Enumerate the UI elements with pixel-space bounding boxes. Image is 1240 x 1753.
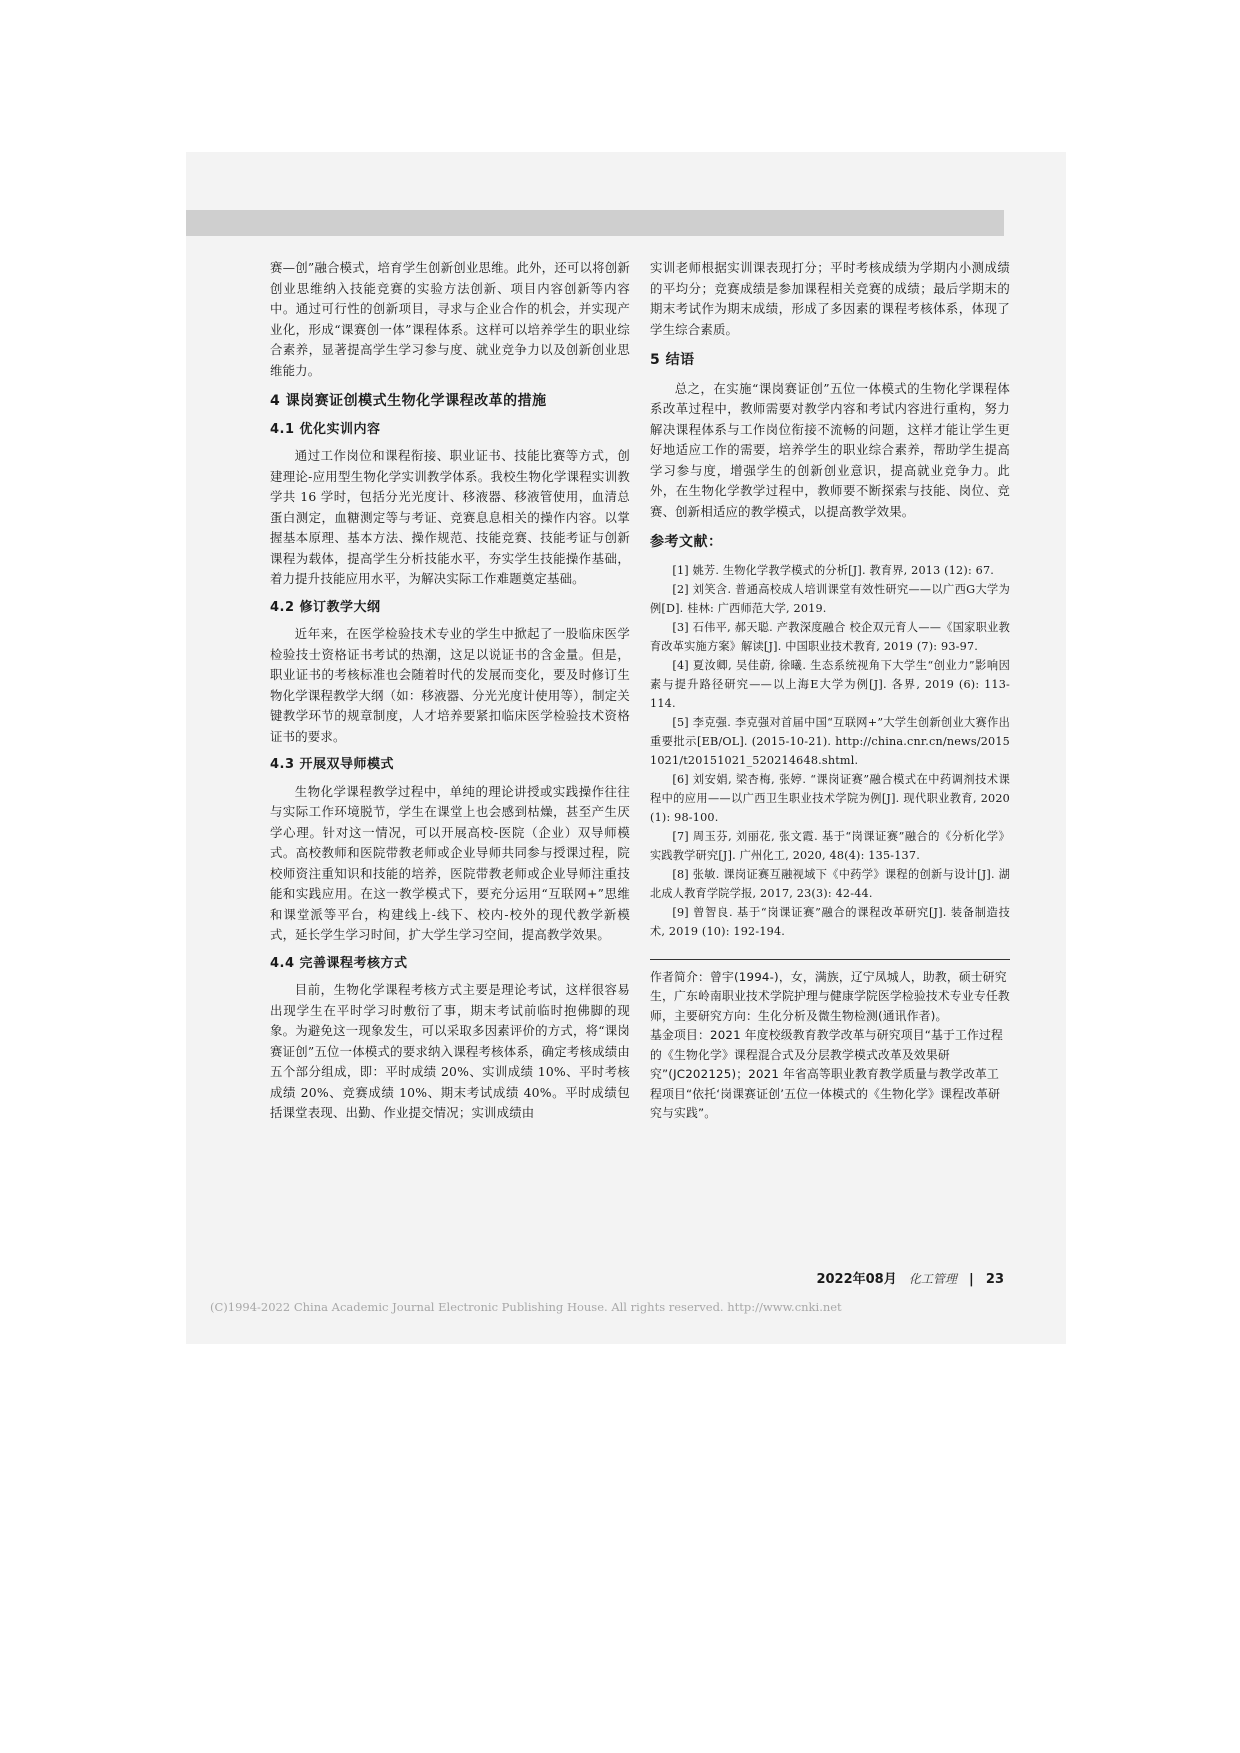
section-4-heading: 4 课岗赛证创模式生物化学课程改革的措施: [270, 393, 547, 409]
reference-item: [9] 曾智良. 基于“岗课证赛”融合的课程改革研究[J]. 装备制造技术, 2019 (10): 192-194.: [650, 905, 1010, 938]
intro-paragraph: 赛—创”融合模式，培育学生创新创业思维。此外，还可以将创新创业思维纳入技能竞赛的实验方法创新、项目内容创新等内容中。通过可行性的创新项目，寻求与企业合作的机会，并实现产业化，形成“课赛创一体”课程体系。这样可以培养学生的职业综合素养，显著提高学生学习参与度、就业竞争力以及创新创业思维能力。: [270, 260, 630, 378]
reference-item: [4] 夏汝卿, 吴佳蔚, 徐曦. 生态系统视角下大学生“创业力”影响因素与提升路径研究——以上海E大学为例[J]. 各界, 2019 (6): 113-114.: [650, 658, 1010, 710]
continued-paragraph: 实训老师根据实训课表现打分；平时考核成绩为学期内小测成绩的平均分；竞赛成绩是参加课程相关竞赛的成绩；最后学期末的期末考试作为期末成绩，形成了多因素的课程考核体系，体现了学生综合素质。: [650, 260, 1010, 337]
references-list: [650, 561, 1010, 941]
page-number: 23: [985, 1272, 1004, 1287]
references-heading: 参考文献：: [650, 534, 723, 550]
reference-item: [6] 刘安娟, 梁杏梅, 张婷. “课岗证赛”融合模式在中药调剂技术课程中的应用——以广西卫生职业技术学院为例[J]. 现代职业教育, 2020 (1): 98-100.: [650, 772, 1010, 824]
section-4-4-heading: 4.4 完善课程考核方式: [270, 955, 408, 971]
copyright-notice: (C)1994-2022 China Academic Journal Electronic Publishing House. All rights reserved. http://www.cnki.net: [210, 1300, 842, 1314]
section-4-1-heading: 4.1 优化实训内容: [270, 421, 381, 437]
reference-item: [7] 周玉芬, 刘丽花, 张文霞. 基于“岗课证赛”融合的《分析化学》实践教学研究[J]. 广州化工, 2020, 48(4): 135-137.: [650, 829, 1010, 862]
conclusion-text: 总之，在实施“课岗赛证创”五位一体模式的生物化学课程体系改革过程中，教师需要对教学内容和考试内容进行重构，努力解决课程体系与工作岗位衔接不流畅的问题，这样才能让学生更好地适应工作的需要，培养学生的职业综合素养，帮助学生提高学习参与度，增强学生的创新创业意识，提高就业竞争力。此外，在生物化学教学过程中，教师要不断探索与技能、岗位、竞赛、创新相适应的教学模式，以提高教学效果。: [650, 380, 1010, 519]
reference-item: [3] 石伟平, 郝天聪. 产教深度融合 校企双元育人——《国家职业教育改革实施方案》解读[J]. 中国职业技术教育, 2019 (7): 93-97.: [650, 620, 1010, 653]
reference-item: [1] 姚芳. 生物化学教学模式的分析[J]. 教育界, 2013 (12): 67.: [672, 563, 995, 577]
section-4-1-text: 通过工作岗位和课程衔接、职业证书、技能比赛等方式，创建理论-应用型生物化学实训教学体系。我校生物化学课程实训教学共 16 学时，包括分光光度计、移液器、移液管使用，血清总蛋白测定，血糖测定等与考证、竞赛息息相关的操作内容。以掌握基本原理、基本方法、操作规范、技能竞赛、技能考证与创新课程为载体，提高学生分析技能水平，夯实学生技能操作基础，着力提升技能应用水平，为解决实际工作难题奠定基础。: [270, 448, 630, 586]
section-4-3-text: 生物化学课程教学过程中，单纯的理论讲授或实践操作往往与实际工作环境脱节，学生在课堂上也会感到枯燥，甚至产生厌学心理。针对这一情况，可以开展高校-医院（企业）双导师模式。高校教师和医院带教老师或企业导师共同参与授课过程，院校师资注重知识和技能的培养，医院带教老师或企业导师注重技能和实践应用。在这一教学模式下，要充分运用“互联网+”思维和课堂派等平台，构建线上-线下、校内-校外的现代教学新模式，延长学生学习时间，扩大学生学习空间，提高教学效果。: [270, 783, 630, 942]
section-4-2-text: 近年来，在医学检验技术专业的学生中掀起了一股临床医学检验技士资格证书考试的热潮，这足以说证书的含金量。但是，职业证书的考核标准也会随着时代的发展而变化，要及时修订生物化学课程教学大纲（如：移液器、分光光度计使用等），制定关键教学环节的规章制度，人才培养要紧扣临床医学检验技术资格证书的要求。: [270, 626, 630, 744]
divider: [650, 959, 1010, 960]
author-bio: 作者简介：曾宇(1994-)，女，满族，辽宁凤城人，助教，硕士研究生，广东岭南职业技术学院护理与健康学院医学检验技术专业专任教师，主要研究方向：生化分析及微生物检测(通讯作者)。: [650, 969, 1010, 1023]
footer-divider: |: [969, 1272, 974, 1287]
magazine-logo: 化工管理: [908, 1272, 957, 1286]
page-footer: [780, 1268, 1004, 1287]
reference-item: [8] 张敏. 课岗证赛互融视域下《中药学》课程的创新与设计[J]. 湖北成人教育学院学报, 2017, 23(3): 42-44.: [650, 867, 1010, 900]
fund-info: 基金项目：2021 年度校级教育教学改革与研究项目“基于工作过程的《生物化学》课程混合式及分层教学模式改革及效果研究”(JC202125)；2021 年省高等职业教育教学质量与教学改革工程项目“依托‘岗课赛证创’五位一体模式的《生物化学》课程改革研究与实践”。: [650, 1028, 1004, 1120]
reference-item: [2] 刘笑含. 普通高校成人培训课堂有效性研究——以广西G大学为例[D]. 桂林: 广西师范大学, 2019.: [650, 582, 1010, 615]
header-bar: [186, 210, 1004, 236]
section-4-3-heading: 4.3 开展双导师模式: [270, 757, 395, 772]
section-4-4-text: 目前，生物化学课程考核方式主要是理论考试，这样很容易出现学生在平时学习时敷衍了事，期末考试前临时抱佛脚的现象。为避免这一现象发生，可以采取多因素评价的方式，将“课岗赛证创”五位一体模式的要求纳入课程考核体系，确定考核成绩由五个部分组成，即：平时成绩 20%、实训成绩 10%、平时考核成绩 20%、竞赛成绩 10%、期末考试成绩 40%。平时成绩包括课堂表现、出勤、作业提交情况；实训成绩由: [270, 982, 630, 1120]
author-info: [650, 968, 1010, 1124]
right-column: [650, 258, 1010, 1124]
left-column: [270, 258, 630, 1124]
section-4-2-heading: 4.2 修订教学大纲: [270, 599, 381, 615]
issue-date: 2022年08月: [816, 1272, 897, 1287]
reference-item: [5] 李克强. 李克强对首届中国“互联网+”大学生创新创业大赛作出重要批示[EB/OL]. (2015-10-21). http://china.cnr.cn/news/20151021/t20151021_520214648.shtml.: [650, 715, 1010, 767]
section-5-heading: 5 结语: [650, 352, 695, 368]
